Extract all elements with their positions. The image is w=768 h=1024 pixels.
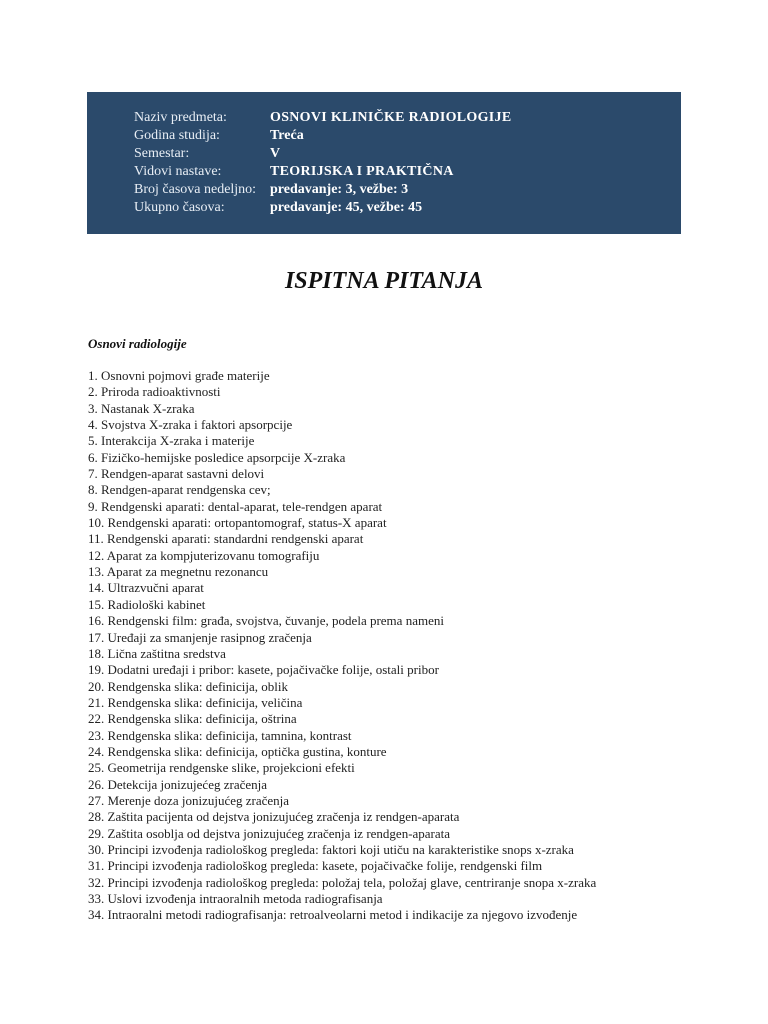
list-item: 21. Rendgenska slika: definicija, veličina <box>88 694 303 710</box>
list-item: 28. Zaštita pacijenta od dejstva jonizujućeg zračenja iz rendgen-aparata <box>88 809 460 825</box>
list-item: 4. Svojstva X-zraka i faktori apsorpcije <box>88 417 293 433</box>
list-item: 14. Ultrazvučni aparat <box>88 580 204 596</box>
info-label: Naziv predmeta: <box>134 110 227 125</box>
list-item: 26. Detekcija jonizujećeg zračenja <box>88 776 268 792</box>
info-row-course-name <box>87 109 681 127</box>
list-item: 29. Zaštita osoblja od dejstva jonizujućeg zračenja iz rendgen-aparata <box>88 825 451 841</box>
list-item: 34. Intraoralni metodi radiografisanja: retroalveolarni metod i indikacije za njegovo izvođenje <box>88 907 578 923</box>
list-item: 8. Rendgen-aparat rendgenska cev; <box>88 482 271 498</box>
list-item: 15. Radiološki kabinet <box>88 596 206 612</box>
list-item: 20. Rendgenska slika: definicija, oblik <box>88 678 289 694</box>
list-item: 13. Aparat za megnetnu rezonancu <box>88 564 269 580</box>
list-item: 11. Rendgenski aparati: standardni rendgenski aparat <box>88 531 364 547</box>
list-item: 9. Rendgenski aparati: dental-aparat, tele-rendgen aparat <box>88 498 383 514</box>
list-item: 30. Principi izvođenja radiološkog pregleda: faktori koji utiču na karakteristike snops x-zraka <box>88 841 574 857</box>
list-item: 25. Geometrija rendgenske slike, projekcioni efekti <box>88 760 355 776</box>
info-label: Broj časova nedeljno: <box>134 182 257 197</box>
list-item: 2. Priroda radioaktivnosti <box>88 384 221 400</box>
info-value: predavanje: 45, vežbe: 45 <box>270 200 423 215</box>
list-item: 19. Dodatni uređaji i pribor: kasete, pojačivačke folije, ostali pribor <box>88 662 439 678</box>
info-value: V <box>270 146 281 161</box>
info-row-teaching-types <box>87 163 681 181</box>
info-row-study-year <box>87 127 681 145</box>
info-row-semester <box>87 145 681 163</box>
list-item: 31. Principi izvođenja radiološkog pregleda: kasete, pojačivačke folije, rendgenski film <box>88 858 543 874</box>
info-label: Semestar: <box>134 146 190 161</box>
info-value: OSNOVI KLINIČKE RADIOLOGIJE <box>270 110 512 125</box>
list-item: 24. Rendgenska slika: definicija, optička gustina, konture <box>88 743 387 759</box>
list-item: 3. Nastanak X-zraka <box>88 400 195 416</box>
list-item: 10. Rendgenski aparati: ortopantomograf, status-X aparat <box>88 515 387 531</box>
info-value: Treća <box>270 128 304 143</box>
list-item: 6. Fizičko-hemijske posledice apsorpcije X-zraka <box>88 449 346 465</box>
info-label: Vidovi nastave: <box>134 164 222 179</box>
list-item: 17. Uređaji za smanjenje rasipnog zračenja <box>88 629 312 645</box>
info-label: Ukupno časova: <box>134 200 225 215</box>
info-value: predavanje: 3, vežbe: 3 <box>270 182 409 197</box>
list-item: 12. Aparat za kompjuterizovanu tomografiju <box>88 547 320 563</box>
info-row-total-hours <box>87 199 681 217</box>
info-row-weekly-hours <box>87 181 681 199</box>
course-info-box <box>87 92 681 234</box>
info-value: TEORIJSKA I PRAKTIČNA <box>270 164 454 179</box>
list-item: 32. Principi izvođenja radiološkog pregleda: položaj tela, položaj glave, centriranje snopa x-zraka <box>88 874 597 890</box>
question-list <box>88 368 596 924</box>
list-item: 27. Merenje doza jonizujućeg zračenja <box>88 792 290 808</box>
section-title: Osnovi radiologije <box>88 336 187 351</box>
list-item: 1. Osnovni pojmovi građe materije <box>88 368 270 383</box>
page-title: ISPITNA PITANJA <box>284 268 484 294</box>
list-item: 5. Interakcija X-zraka i materije <box>88 433 255 449</box>
list-item: 16. Rendgenski film: građa, svojstva, čuvanje, podela prema nameni <box>88 613 444 629</box>
list-item: 18. Lična zaštitna sredstva <box>88 645 226 661</box>
list-item: 22. Rendgenska slika: definicija, oštrina <box>88 711 297 727</box>
list-item: 23. Rendgenska slika: definicija, tamnina, kontrast <box>88 727 352 743</box>
list-item: 33. Uslovi izvođenja intraoralnih metoda radiografisanja <box>88 891 383 906</box>
info-label: Godina studija: <box>134 128 220 143</box>
list-item: 7. Rendgen-aparat sastavni delovi <box>88 466 265 482</box>
